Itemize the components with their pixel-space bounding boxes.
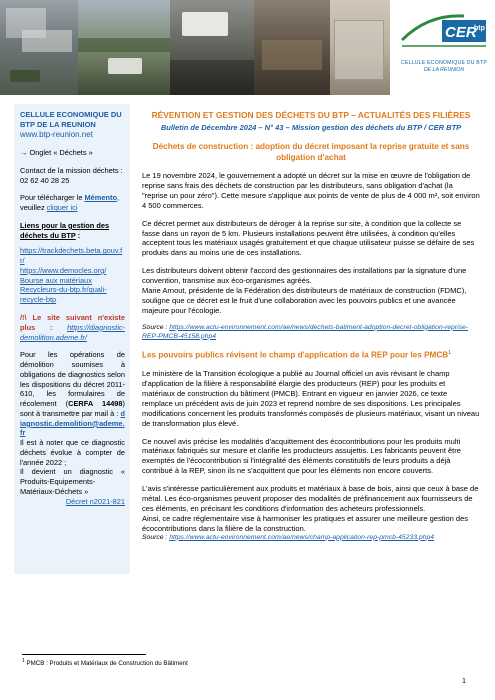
section1-paragraph-1: Le 19 novembre 2024, le gouvernement a adopté un décret sur la mise en œuvre de l'obligation de reprise sans frais des déchets de construction par les distributeurs, sans obligation d'achat (la "reprise un pour zéro"). Cette mesure s'applique aux points de vente de plus de 4 000 m², soit environ 4 500 commerces. (142, 171, 480, 210)
demol-text2: ) sont à transmettre par mail à : (20, 399, 125, 418)
footnote (22, 658, 188, 667)
footnote-number: 1 (22, 658, 25, 664)
bulletin-header: RÉVENTION ET GESTION DES DÉCHETS DU BTP – ACTUALITÉS DES FILIÈRES (151, 110, 471, 120)
header-photo-bricks (330, 0, 390, 95)
section2-paragraph-4: Ainsi, ce cadre réglementaire vise à harmoniser les pratiques et assurer une meilleure gestion des écocontributions dans la filière de la construction. (142, 513, 468, 533)
svg-text:btp: btp (474, 25, 485, 32)
source-2 (142, 534, 480, 543)
footnote-text: PMCB : Produits et Matériaux de Construction du Bâtiment (24, 660, 188, 668)
liens-title-colon: : (75, 230, 81, 240)
alert-label: /!\ Le site suivant n'existe plus : (20, 313, 125, 332)
main-content (142, 104, 480, 543)
demol-cerfa: CERFA 14498 (68, 399, 123, 409)
section2-title-text: Les pouvoirs publics révisent le champ d'application de la REP pour les PMCB (142, 350, 449, 360)
source-1-link[interactable]: https://www.actu-environnement.com/ae/news/dechets-batiment-adoption-decret-obligation-reprise-REP-PMCB-45158.php4 (142, 323, 469, 340)
page-number: 1 (462, 676, 466, 685)
memento-bold: Mémento (84, 193, 117, 203)
header-photo-debris (254, 0, 330, 95)
note-2: Il devient un diagnostic « Produits-Equipements-Matériaux-Déchets » (20, 467, 125, 497)
source-2-link[interactable]: https://www.actu-environnement.com/ae/news/champ-application-rep-pmcb-45233.php4 (169, 533, 435, 541)
link-trackdechets[interactable]: https://trackdechets.beta.gouv.fr/ (20, 246, 123, 266)
section1-paragraph-3: Les distributeurs doivent obtenir l'accord des gestionnaires des installations par la signature d'une convention, transmise aux éco-organismes agréés. (142, 266, 467, 286)
note-1: Il est à noter que ce diagnostic déchets évolue à compter de l'année 2022 ; (20, 438, 125, 467)
cer-btp-logo-mark (398, 10, 490, 54)
svg-text:CER: CER (445, 24, 477, 41)
liens-title-text: Liens pour la gestion des déchets du BTP (20, 220, 110, 240)
section1-paragraph-4: Marie Arnout, présidente de la Fédération des distributeurs de matériaux de construction (FDMC), souligne que ce décret est le fruit d'une collaboration avec les pouvoirs publics et une avancée majeure pour l'écologie. (142, 286, 467, 315)
liens-title (20, 221, 125, 241)
memento-text (20, 193, 125, 213)
header-photo-landfill (78, 0, 170, 95)
memento-pre: Pour télécharger le (20, 193, 83, 203)
section2-title (142, 350, 480, 362)
link-democles[interactable]: https://www.democles.org/ (20, 265, 107, 275)
section2-paragraph-3: L'avis s'intéresse particulièrement aux produits et matériaux à base de bois, ainsi que ceux à base de métal. Les éco-organismes peuvent proposer des modalités de préfinancement aux fournisseurs de ces éléments, en précisant les conditions d'information des acheteurs professionnels. (142, 484, 479, 513)
contact-mission: Contact de la mission déchets : 02 62 40 28 25 (20, 165, 123, 185)
section2-paragraph-2: Ce nouvel avis précise les modalités d'acquittement des écocontributions pour les produits multi matériaux fabriqués sur mesure et clarifie les producteurs assujettis. Les fabricants peuvent être exemptés de l'écocontribution si l'intégralité des éléments constitutifs de leurs produits a déjà contribué à la REP, sinon ils ne s'acquittent que pour les éléments non encore couverts. (142, 436, 461, 476)
alert-block (20, 313, 125, 342)
demol-text: Pour les opérations de démolition soumises à obligations de diagnostics selon les dispositions du décret 2011-610, les formulaires de récolement ( (20, 350, 125, 409)
source-1 (142, 324, 480, 342)
source-1-label: Source : (142, 323, 170, 331)
website-link[interactable]: www.btp-reunion.net (20, 129, 93, 139)
memento-link[interactable]: cliquer ici (46, 203, 78, 213)
memento-mid: , veuillez (20, 193, 120, 213)
section2-footnote-ref: 1 (448, 349, 451, 356)
header-photo-rubble (170, 0, 254, 95)
cer-btp-logo (390, 0, 495, 95)
demol-email[interactable]: diagnostic.demolition@ademe.fr (20, 408, 125, 438)
sidebar (14, 104, 130, 574)
section1-title: Déchets de construction : adoption du décret imposant la reprise gratuite et sans obligation d'achat (152, 141, 470, 163)
decret-link[interactable]: Décret n2021-821 (65, 496, 125, 506)
footnote-divider (22, 654, 146, 655)
sidebar-title: CELLULE ECONOMIQUE DU BTP DE LA REUNION (20, 110, 122, 129)
link-bourse-materiaux[interactable]: Bourse aux matériaux (20, 275, 92, 285)
header-photo-building (0, 0, 78, 95)
demolition-block (20, 350, 125, 438)
bulletin-subheader: Bulletin de Décembre 2024 – N° 43 – Mission gestion des déchets du BTP / CER BTP (160, 123, 462, 133)
onglet-dechets: → Onglet « Déchets » (20, 148, 93, 158)
link-recycleurs[interactable]: Recycleurs-du-btp.fr/quali-recycle-btp (20, 285, 107, 305)
alert-link[interactable]: https://diagnostic-demolition.ademe.fr/ (20, 322, 125, 342)
logo-subtitle: CELLULE ECONOMIQUE DU BTP (401, 60, 487, 66)
logo-subtitle-2: DE LA REUNION (423, 67, 465, 73)
section2-paragraph-1: Le ministère de la Transition écologique a publié au Journal officiel un avis révisant le champ d'application de la filière à responsabilité élargie des producteurs (REP) pour les produits et matériaux de construction du bâtiment (PMCB). Entrant en vigueur en janvier 2026, ce texte remplace un précédent avis de juin 2023 et reprend nombre de ses dispositions. Les principales modifications concernent les produits transformés composés de plusieurs matériaux, visant un niveau de transformation plus élevé. (142, 369, 480, 428)
section1-paragraph-2: Ce décret permet aux distributeurs de déroger à la reprise sur site, à condition que la collecte se fasse dans un rayon de 5 km. Plusieurs installations peuvent être utilisées, à condition qu'elles acceptent tous les matériaux usagés gratuitement et que chaque utilisateur puisse se défaire de ses produits dans au moins une de ces installations. (142, 218, 475, 258)
source-2-label: Source : (142, 533, 170, 541)
